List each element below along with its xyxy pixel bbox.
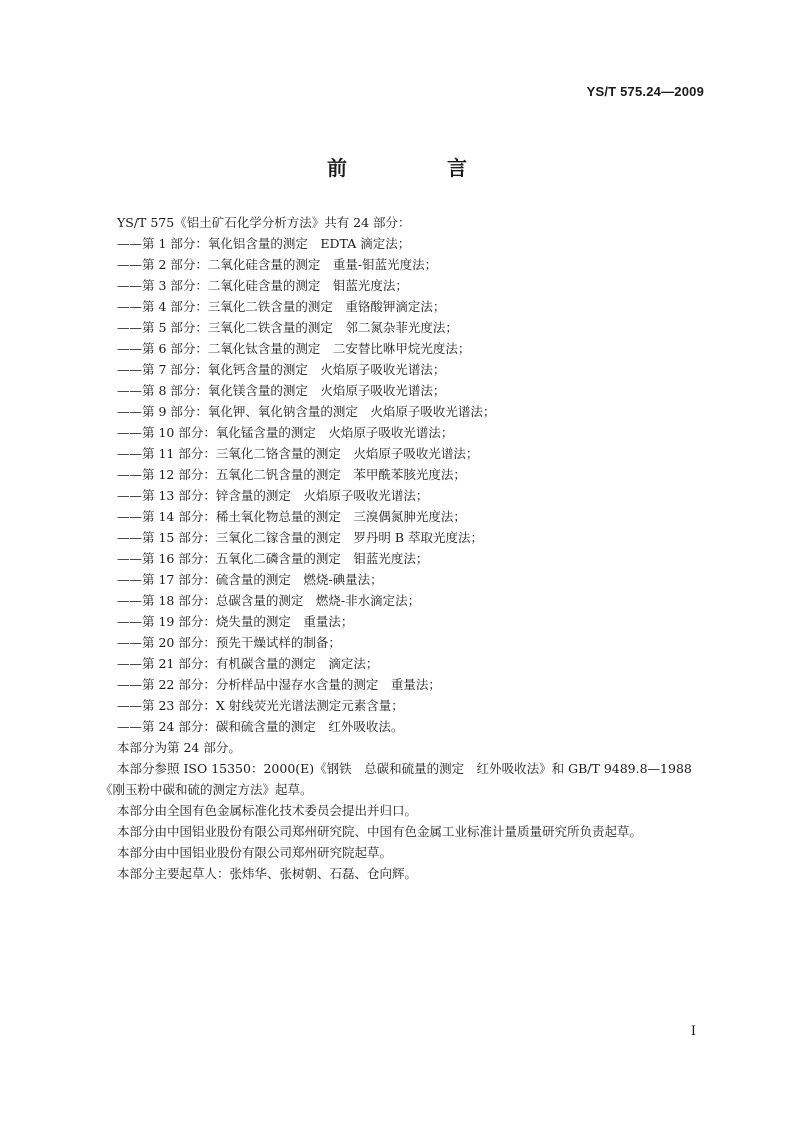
part-item-16: ——第 16 部分：五氧化二磷含量的测定 钼蓝光度法；: [117, 551, 429, 566]
part-item-22: ——第 22 部分：分析样品中湿存水含量的测定 重量法；: [117, 677, 441, 692]
part-item-6: ——第 6 部分：二氧化钛含量的测定 二安替比咻甲烷光度法；: [117, 341, 471, 356]
part-item-1: ——第 1 部分：氧化铝含量的测定 EDTA 滴定法；: [117, 236, 411, 251]
reference-paragraph-line1: 本部分参照 ISO 15350：2000(E)《钢铁 总碳和硫量的测定 红外吸收法》和 GB/T 9489.8—1988: [117, 761, 692, 776]
part-item-20: ——第 20 部分：预先干燥试样的制备；: [117, 635, 341, 650]
page-title: 前 言: [327, 156, 507, 180]
part-item-24: ——第 24 部分：碳和硫含量的测定 红外吸收法。: [117, 719, 404, 734]
part-item-14: ——第 14 部分：稀土氧化物总量的测定 三溴偶氮胂光度法；: [117, 509, 466, 524]
part-item-9: ——第 9 部分：氧化钾、氧化钠含量的测定 火焰原子吸收光谱法；: [117, 404, 496, 419]
page-number: I: [690, 1024, 696, 1039]
part-item-21: ——第 21 部分：有机碳含量的测定 滴定法；: [117, 656, 379, 671]
part-item-7: ——第 7 部分：氧化钙含量的测定 火焰原子吸收光谱法；: [117, 362, 446, 377]
part-item-17: ——第 17 部分：硫含量的测定 燃烧-碘量法；: [117, 572, 383, 587]
responsible-paragraph: 本部分由中国铝业股份有限公司郑州研究院、中国有色金属工业标准计量质量研究所负责起草。: [117, 824, 643, 839]
part-item-3: ——第 3 部分：二氧化硅含量的测定 钼蓝光度法；: [117, 278, 408, 293]
part-item-19: ——第 19 部分：烧失量的测定 重量法；: [117, 614, 354, 629]
part-item-15: ——第 15 部分：三氧化二镓含量的测定 罗丹明 B 萃取光度法；: [117, 530, 483, 545]
statement-paragraph: 本部分为第 24 部分。: [117, 740, 241, 755]
part-item-5: ——第 5 部分：三氧化二铁含量的测定 邻二氮杂菲光度法；: [117, 320, 458, 335]
part-item-12: ——第 12 部分：五氧化二钒含量的测定 苯甲酰苯胲光度法；: [117, 467, 466, 482]
document-code: YS/T 575.24—2009: [586, 84, 704, 99]
foreword-body: [100, 212, 708, 884]
proposed-by-paragraph: 本部分由全国有色金属标准化技术委员会提出并归口。: [117, 803, 418, 818]
drafters-paragraph: 本部分主要起草人：张炜华、张树朝、石磊、仓向辉。: [117, 866, 418, 881]
part-item-23: ——第 23 部分：X 射线荧光光谱法测定元素含量；: [117, 698, 404, 713]
part-item-10: ——第 10 部分：氧化锰含量的测定 火焰原子吸收光谱法；: [117, 425, 454, 440]
part-item-11: ——第 11 部分：三氧化二铬含量的测定 火焰原子吸收光谱法；: [117, 446, 479, 461]
part-item-8: ——第 8 部分：氧化镁含量的测定 火焰原子吸收光谱法；: [117, 383, 446, 398]
drafted-by-paragraph: 本部分由中国铝业股份有限公司郑州研究院起草。: [117, 845, 393, 860]
part-item-4: ——第 4 部分：三氧化二铁含量的测定 重铬酸钾滴定法；: [117, 299, 446, 314]
part-item-18: ——第 18 部分：总碳含量的测定 燃烧-非水滴定法；: [117, 593, 421, 608]
intro-paragraph: YS/T 575《铝土矿石化学分析方法》共有 24 部分：: [117, 215, 411, 230]
part-item-13: ——第 13 部分：锌含量的测定 火焰原子吸收光谱法；: [117, 488, 429, 503]
part-item-2: ——第 2 部分：二氧化硅含量的测定 重量-钼蓝光度法；: [117, 257, 438, 272]
reference-paragraph-line2: 《刚玉粉中碳和硫的测定方法》起草。: [100, 782, 313, 797]
